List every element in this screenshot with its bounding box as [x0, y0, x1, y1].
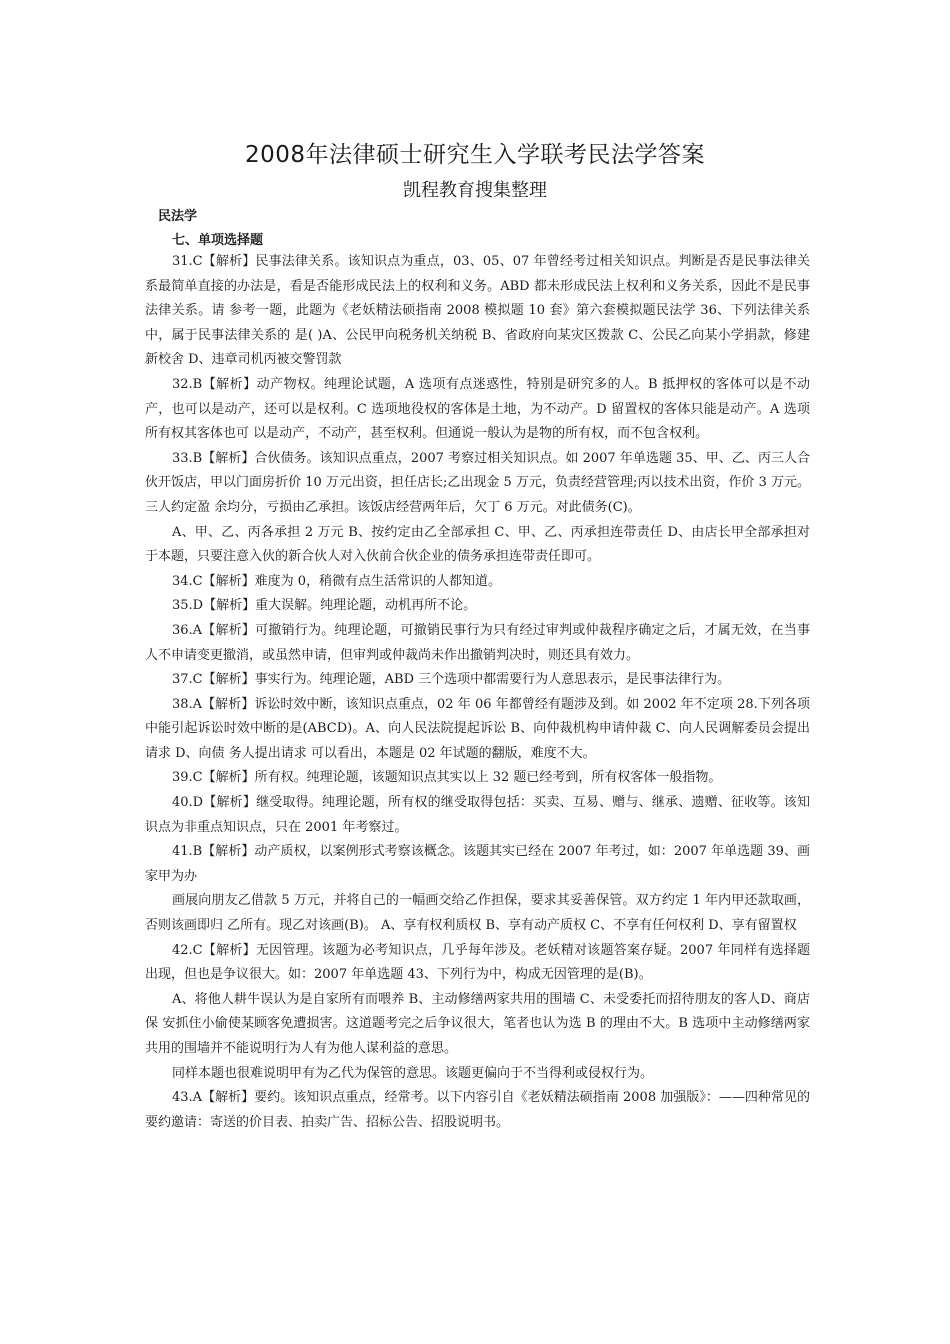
paragraph-43: 43.A【解析】要约。该知识点重点，经常考。以下内容引自《老妖精法硕指南 2008 加强版》：——四种常见的要约邀请：寄送的价目表、拍卖广告、招标公告、招股说明书。	[145, 1090, 810, 1130]
document-title: 2008年法律硕士研究生入学联考民法学答案	[244, 142, 706, 168]
paragraph-32: 32.B【解析】动产物权。纯理论试题，A 选项有点迷惑性，特别是研究多的人。B 抵押权的客体可以是不动产，也可以是动产，还可以是权利。C 选项地役权的客体是土地，为不动产。D 留置权的客体只能是动产。A 选项所有权其客体也可 以是动产，不动产，甚至权利。但通说一般认为是物的所有权，而不包含权利。	[145, 376, 810, 442]
paragraph-42-note: 同样本题也很难说明甲有为乙代为保管的意思。该题更偏向于不当得利或侵权行为。	[172, 1065, 654, 1081]
subsection-heading: 七、单项选择题	[172, 233, 264, 248]
paragraph-40: 40.D【解析】继受取得。纯理论题，所有权的继受取得包括：买卖、互易、赠与、继承、遗赠、征收等。该知识点为非重点知识点，只在 2001 年考察过。	[145, 795, 810, 835]
paragraph-37: 37.C【解析】事实行为。纯理论题，ABD 三个选项中都需要行为人意思表示，是民事法律行为。	[172, 672, 731, 688]
section-heading: 民法学	[158, 209, 198, 224]
document-body	[145, 250, 810, 1135]
paragraph-34: 34.C【解析】难度为 0，稍微有点生活常识的人都知道。	[172, 573, 502, 589]
paragraph-33-options: A、甲、乙、丙各承担 2 万元 B、按约定由乙全部承担 C、甲、乙、丙承担连带责任 D、由店长甲全部承担对于本题，只要注意入伙的新合伙人对入伙前合伙企业的债务承担连带责任即可。	[145, 524, 810, 565]
paragraph-42: 42.C【解析】无因管理。该题为必考知识点，几乎每年涉及。老妖精对该题答案存疑。2007 年同样有选择题出现，但也是争议很大。如：2007 年单选题 43、下列行为中，构成无因管理的是(B)。	[145, 942, 810, 983]
paragraph-41-continued: 画展向朋友乙借款 5 万元，并将自己的一幅画交给乙作担保，要求其妥善保管。双方约定 1 年内甲还款取画，否则该画即归 乙所有。现乙对该画(B)。 A、享有权利质权 B、享有动产质权 C、不享有任何权利 D、享有留置权	[145, 893, 810, 934]
paragraph-33: 33.B【解析】合伙债务。该知识点重点，2007 考察过相关知识点。如 2007 年单选题 35、甲、乙、丙三人合伙开饭店，甲以门面房折价 10 万元出资，担任店长;乙出现金 5 万元，负责经营管理;丙以技术出资，作价 3 万元。三人约定盈 余均分，亏损由乙承担。该饭店经营两年后，欠丁 6 万元。对此债务(C)。	[145, 450, 810, 515]
document-subtitle: 凯程教育搜集整理	[403, 180, 547, 201]
paragraph-38: 38.A【解析】诉讼时效中断，该知识点重点，02 年 06 年都曾经有题涉及到。如 2002 年不定项 28.下列各项中能引起诉讼时效中断的是(ABCD)。A、向人民法院提起诉讼 B、向仲裁机构申请仲裁 C、向人民调解委员会提出请求 D、向债 务人提出请求 可以看出，本题是 02 年试题的翻版，难度不大。	[145, 696, 810, 761]
paragraph-42-options: A、将他人耕牛误认为是自家所有而喂养 B、主动修缮两家共用的围墙 C、未受委托而招待朋友的客人D、商店保 安抓住小偷使某顾客免遭损害。这道题考完之后争议很大，笔者也认为选 B 的理由不大。B 选项中主动修缮两家共用的围墙并不能说明行为人有为他人谋利益的意思。	[145, 991, 810, 1056]
paragraph-31: 31.C【解析】民事法律关系。该知识点为重点，03、05、07 年曾经考过相关知识点。判断是否是民事法律关系最简单直接的办法是，看是否能形成民法上的权利和义务。ABD 都未形成民法上权利和义务关系，因此不是民事法律关系。请 参考一题，此题为《老妖精法硕指南 2008 模拟题 10 套》第六套模拟题民法学 36、下列法律关系中，属于民事法律关系的 是( )A、公民甲向税务机关纳税 B、省政府向某灾区拨款 C、公民乙向某小学捐款，修建新校舍 D、违章司机丙被交警罚款	[145, 254, 810, 368]
paragraph-41: 41.B【解析】动产质权，以案例形式考察该概念。该题其实已经在 2007 年考过，如：2007 年单选题 39、画家甲为办	[145, 844, 810, 884]
paragraph-36: 36.A【解析】可撤销行为。纯理论题，可撤销民事行为只有经过审判或仲裁程序确定之后，才属无效，在当事人不申请变更撤消，或虽然申请，但审判或仲裁尚未作出撤销判决时，则还具有效力。	[145, 622, 810, 663]
paragraph-39: 39.C【解析】所有权。纯理论题，该题知识点其实以上 32 题已经考到，所有权客体一般指物。	[172, 770, 722, 786]
paragraph-35: 35.D【解析】重大误解。纯理论题，动机再所不论。	[172, 598, 477, 614]
